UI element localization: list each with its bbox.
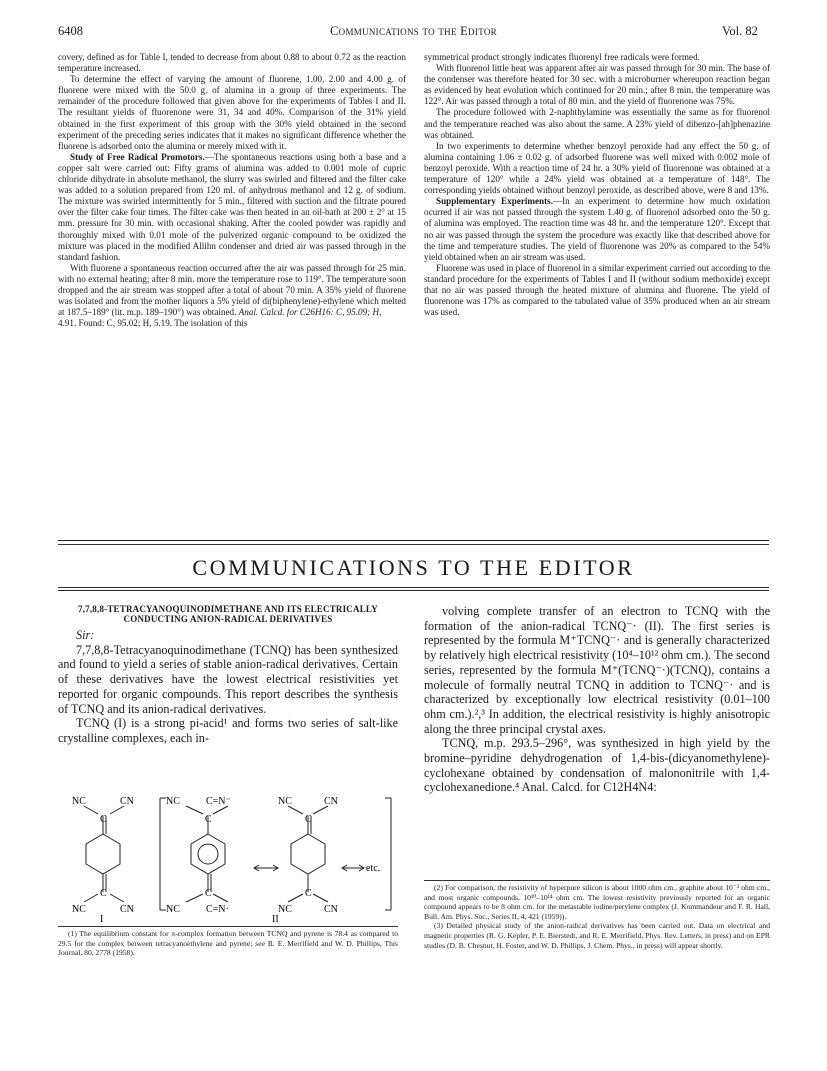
label-etc: etc. <box>366 863 381 874</box>
paragraph: The procedure followed with 2-naphthylamine was essentially the same as for fluorenol and the temperature reached was also about the same. A 23% yield of dibenzo-[ah]phenazine was obtained. <box>424 107 770 140</box>
paragraph-text: reactions using both a base and a copper salt were carried out: Fifty grams of alumina was added to 0.001 mole of cupric chloride dihydrate in absolute methanol, the slurry was swirled and filtered and the filter cake was added to a solution prepared from 120 ml. of anhydrous methanol and 12 g. of sodium. The mixture was swirled intermittently for 5 min., filtered with suction and the filtrate poured over the filter cake four times. The filter cake was then heated in an oil-bath at 200 ± 2° at 15 mm. pressure for 30 min. with occasional shaking. After the cooled powder was rapidly and thoroughly mixed with 0.01 mole of the pulverized organic compound to be oxidized the mixture was placed in the modified Allihn condenser and dried air was passed through in the standard fashion. <box>58 151 406 262</box>
paragraph: volving complete transfer of an electron to TCNQ with the formation of the anion-radical TCNQ⁻· (II). The first series is represented by the formula M⁺TCNQ⁻· and is generally characterized by relatively high electrical resistivity (10⁴–10¹² ohm cm.). The second series, represented by the formula M⁺(TCNQ⁻·)(TCNQ), contains a molecule of formally neutral TCNQ in addition to TCNQ⁻· and is characterized by exceptionally low electrical resistivity (0.01–100 ohm cm.).²,³ In addition, the electrical resistivity is highly anisotropic along the three principal crystal axes. <box>424 604 770 736</box>
paragraph: covery, defined as for Table I, tended to decrease from about 0.88 to about 0.72 as the reaction temperature increased. <box>58 52 406 74</box>
label-nc: NC <box>278 796 292 807</box>
paragraph: With fluorenol little heat was apparent after air was passed through for 30 min. The base of the condenser was therefore heated for 30 sec. with a microburner whereupon reaction began as evidenced by heat evolution which continued for 20 min.; after 8 min. the temperature was 122°. Air was passed through a total of 80 min. and the yield of fluorenone was 75%. <box>424 63 770 107</box>
paragraph-text: determine how much oxidation ocurred if air was not passed through the system 1.40 g. of fluorenol adsorbed onto the 50 g. of alumina was employed. The reaction time was 48 hr. and the temperature 120°. Except that no air was passed through the system the procedure was exactly like that described above for the time and temperature studies. The yield of fluorenone was 20% as compared to the 54% yield obtained when an air stream was used. <box>424 196 771 262</box>
section-heading: Study of Free Radical Promotors. <box>70 151 205 162</box>
label-c-eq-n-minus: C=N⁻ <box>206 796 231 807</box>
label-roman-two: II <box>272 914 279 922</box>
paragraph: To determine the effect of varying the amount of fluorene, 1.00, 2.00 and 4.00 g. of fluorene were mixed with the 50.0 g. of alumina in a group of three experiments. The remainder of the procedure followed that given above for the experiments of Tables I and II. The resultant yields of fluorenone were 31, 34 and 40%. Comparison of the 31% yield obtained in the first experiment of this group with the 30% yield obtained in the second experiment of the preceding series indicates that it makes no significant difference whether the fluorene is adsorbed onto the alumina or merely mixed with it. <box>58 74 406 151</box>
label-c: C <box>100 888 107 899</box>
paragraph <box>58 263 406 318</box>
article-body-left <box>58 628 398 746</box>
benzene-ring-i <box>86 834 120 874</box>
label-nc: NC <box>166 796 180 807</box>
section-title: COMMUNICATIONS TO THE EDITOR <box>192 555 635 580</box>
label-nc: NC <box>278 904 292 915</box>
paragraph: TCNQ, m.p. 293.5–296°, was synthesized in high yield by the bromine–pyridine dehydrogenation of 1,4-bis-(dicyanomethylene)-cyclohexane obtained by condensation of malononitrile with 1,4-cyclohexanedione.⁴ Anal. Calcd. for C12H4N4: <box>424 736 770 795</box>
anal-line: Anal. Calcd. for C26H16: C, 95.09; H, <box>238 307 382 318</box>
label-nc: NC <box>72 904 86 915</box>
heading-lead: —In an experiment to <box>553 196 643 207</box>
footnotes-right <box>424 883 770 950</box>
footnote-rule-left <box>58 926 398 927</box>
footnote-rule-right <box>424 880 770 881</box>
section-rule-top-thin <box>58 544 769 545</box>
paragraph <box>58 152 406 263</box>
article-left-column <box>58 604 398 746</box>
structure-ii-b <box>254 798 391 910</box>
salutation: Sir: <box>76 628 95 642</box>
paragraph <box>424 196 770 263</box>
tcnq-structures-figure <box>58 792 398 922</box>
label-cn: CN <box>324 796 338 807</box>
benzene-ring-ii-a <box>191 834 225 874</box>
label-cn: CN <box>120 796 134 807</box>
running-title: Communications to the Editor <box>330 24 497 38</box>
upper-left-column <box>58 52 406 329</box>
volume-label: Vol. 82 <box>722 24 758 38</box>
section-rule-bottom-thin <box>58 587 769 588</box>
footnote: (1) The equilibrium constant for π-complex formation between TCNQ and pyrene is 78.4 as compared to 29.5 for the complex between tetracyanoethylene and pyrene; see R. E. Merrifield and W. D. Phillips, This Journal, 80, 2778 (1958). <box>58 929 398 958</box>
label-nc: NC <box>166 904 180 915</box>
footnote: (2) For comparison, the resistivity of hyperpure silicon is about 1000 ohm cm., graphite about 10⁻³ ohm cm., and most organic compounds, 10¹⁰–10¹⁴ ohm cm. The lowest resistivity previously reported for an organic compound appears to be 8 ohm cm. for the metastable iodine/perylene complex (J. Kommandeur and F. R. Hall, Bull. Am. Phys. Soc., Series II, 4, 421 (1959)). <box>424 883 770 921</box>
label-c: C <box>205 814 212 825</box>
benzene-ring-ii-b <box>291 834 325 874</box>
label-c: C <box>305 814 312 825</box>
paragraph: 7,7,8,8-Tetracyanoquinodimethane (TCNQ) has been synthesized and found to yield a series of stable anion-radical derivatives. Certain of these derivatives have the lowest electrical resistivities yet reported for organic compounds. This report describes the synthesis of TCNQ and its anion-radical derivatives. <box>58 642 398 716</box>
paragraph: Fluorene was used in place of fluorenol in a similar experiment carried out according to the standard procedure for the experiments of Tables I and II (without sodium methoxide) except that no air was passed through the heated mixture of alumina and fluorene. The yield of fluorenone was 17% as compared to the tabulated value of 35% produced when an air stream was used. <box>424 262 770 318</box>
page-number: 6408 <box>58 24 83 38</box>
upper-right-column <box>424 52 770 318</box>
label-c: C <box>305 888 312 899</box>
section-rule-bottom <box>58 590 769 591</box>
paragraph: TCNQ (I) is a strong pi-acid¹ and forms two series of salt-like crystalline complexes, each in- <box>58 716 398 745</box>
paragraph-text: With fluorene a spontaneous reaction occurred after the air was passed through for 25 min. with no external heating; after 8 min. more the temperature rose to 119°. The temperature soon dropped and the air stream was stopped after a total of about 70 min. A 35% yield of fluorene was isolated and from the mother liquors a 5% yield of di(biphenylene)-ethylene which melted at 187.5–189° (lit. m.p. 189–190°) was obtained. <box>58 262 406 318</box>
label-c-eq-n: C=N· <box>206 904 229 915</box>
heading-lead: —The spontaneous <box>204 151 277 162</box>
section-heading: Supplementary Experiments. <box>436 196 554 207</box>
label-cn: CN <box>120 904 134 915</box>
paragraph: symmetrical product strongly indicates fluorenyl free radicals were formed. <box>424 52 700 62</box>
label-roman-one: I <box>100 914 104 922</box>
structure-ii-a <box>160 798 228 910</box>
label-cn: CN <box>324 904 338 915</box>
label-c: C <box>100 814 107 825</box>
footnote: (3) Detailed physical study of the anion-radical derivatives has been carried out. Data on electrical and magnetic properties (R. G. Kepler, P. E. Bierstedt, and R. E. Merrifield, Phys. Rev. Letters, in press) and on EPR studies (D. B. Chesnut, H. Foster, and W. D. Phillips, J. Chem. Phys., in press) will appear shortly. <box>424 921 770 950</box>
paragraph: 4.91. Found: C, 95.02; H, 5.19. The isolation of this <box>58 318 248 329</box>
article-title: 7,7,8,8-TETRACYANOQUINODIMETHANE AND ITS ELECTRICALLY CONDUCTING ANION-RADICAL DERIVATIVES <box>78 604 378 624</box>
article-right-column <box>424 604 770 795</box>
footnotes-left <box>58 929 398 958</box>
label-c: C <box>205 888 212 899</box>
paragraph: In two experiments to determine whether benzoyl peroxide had any effect the 50 g. of alumina containing 1.06 ± 0.02 g. of adsorbed fluorene was well mixed with 0.002 mole of benzoyl peroxide. With a reaction time of 24 hr. a 30% yield of fluorenone was obtained at a temperature of 120° while a 24% yield was obtained at a temperature of 148°. The corresponding yields obtained without benzoyl peroxide, as described above, were 8 and 13%. <box>424 140 770 196</box>
section-rule-top <box>58 540 769 541</box>
label-nc: NC <box>72 796 86 807</box>
